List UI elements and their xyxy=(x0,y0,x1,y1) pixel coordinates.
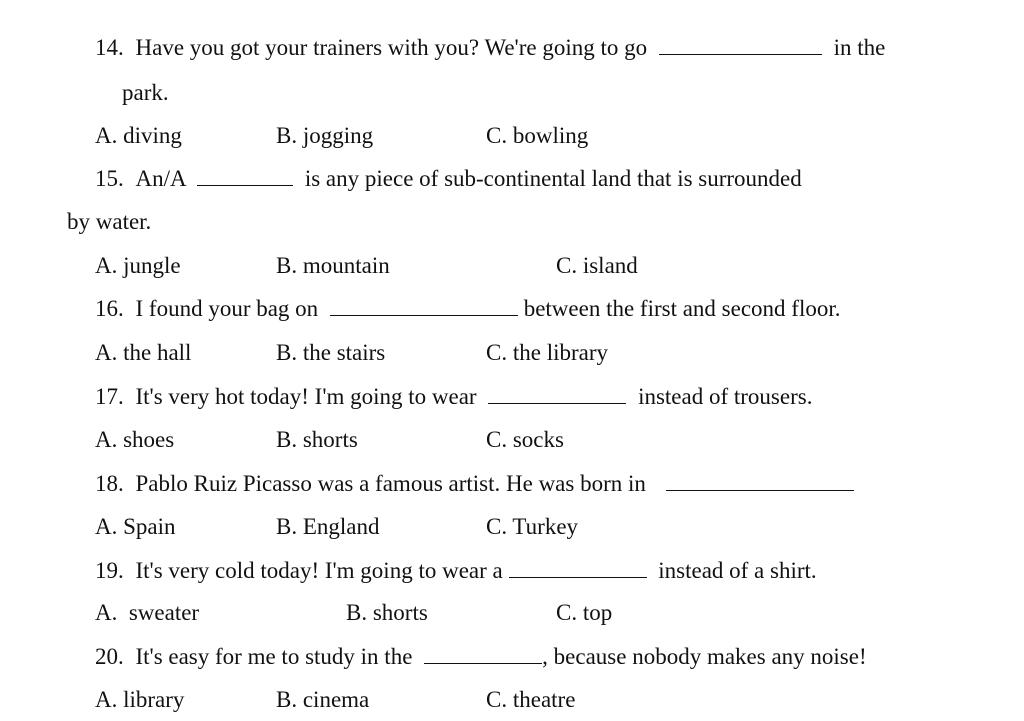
question-text-after: instead of a shirt. xyxy=(658,558,817,583)
option-b[interactable]: B. shorts xyxy=(346,600,428,625)
option-b[interactable]: B. mountain xyxy=(276,253,390,278)
option-c[interactable]: C. socks xyxy=(486,427,564,452)
option-c[interactable]: C. the library xyxy=(486,340,608,365)
option-b[interactable]: B. jogging xyxy=(276,123,374,148)
option-a[interactable]: A. sweater xyxy=(95,600,200,625)
answer-blank[interactable] xyxy=(488,385,626,404)
question-text: An/A xyxy=(135,166,186,191)
question-text: Pablo Ruiz Picasso was a famous artist. He was born in xyxy=(135,471,646,496)
question-continuation: park. xyxy=(122,80,169,105)
question-text: It's easy for me to study in the xyxy=(135,644,413,669)
option-b[interactable]: B. shorts xyxy=(276,427,358,452)
option-c[interactable]: C. theatre xyxy=(486,687,576,712)
question-text-after: in the xyxy=(833,35,886,60)
answer-blank[interactable] xyxy=(330,297,518,316)
question-20 xyxy=(95,645,867,668)
question-text-after: , because nobody makes any noise! xyxy=(542,644,867,669)
option-c[interactable]: C. top xyxy=(556,600,613,625)
question-16 xyxy=(95,297,840,320)
answer-blank[interactable] xyxy=(659,36,822,55)
question-text-after: between the first and second floor. xyxy=(523,296,841,321)
option-c[interactable]: C. bowling xyxy=(486,123,589,148)
option-b[interactable]: B. cinema xyxy=(276,687,370,712)
answer-blank[interactable] xyxy=(509,559,647,578)
option-a[interactable]: A. shoes xyxy=(95,427,175,452)
option-a[interactable]: A. Spain xyxy=(95,514,176,539)
question-continuation: by water. xyxy=(67,209,152,234)
question-19 xyxy=(95,559,817,582)
question-number: 18. xyxy=(95,471,124,496)
question-number: 19. xyxy=(95,558,124,583)
question-18 xyxy=(95,472,854,495)
question-number: 17. xyxy=(95,384,124,409)
option-c[interactable]: C. island xyxy=(556,253,638,278)
question-number: 16. xyxy=(95,296,124,321)
question-text-after: instead of trousers. xyxy=(638,384,813,409)
question-text-after: is any piece of sub-continental land that is surrounded xyxy=(304,166,802,191)
question-text: It's very hot today! I'm going to wear xyxy=(135,384,477,409)
question-17 xyxy=(95,385,812,408)
option-a[interactable]: A. jungle xyxy=(95,253,181,278)
question-number: 15. xyxy=(95,166,124,191)
question-text: It's very cold today! I'm going to wear a xyxy=(135,558,503,583)
option-a[interactable]: A. the hall xyxy=(95,340,192,365)
question-text: I found your bag on xyxy=(135,296,319,321)
option-b[interactable]: B. the stairs xyxy=(276,340,386,365)
option-c[interactable]: C. Turkey xyxy=(486,514,579,539)
question-15 xyxy=(95,167,802,190)
question-number: 14. xyxy=(95,35,124,60)
question-number: 20. xyxy=(95,644,124,669)
answer-blank[interactable] xyxy=(666,472,854,491)
question-text: Have you got your trainers with you? We're going to go xyxy=(135,35,648,60)
answer-blank[interactable] xyxy=(424,645,542,664)
option-b[interactable]: B. England xyxy=(276,514,380,539)
option-a[interactable]: A. diving xyxy=(95,123,182,148)
option-a[interactable]: A. library xyxy=(95,687,185,712)
answer-blank[interactable] xyxy=(197,167,293,186)
question-14 xyxy=(95,36,885,59)
